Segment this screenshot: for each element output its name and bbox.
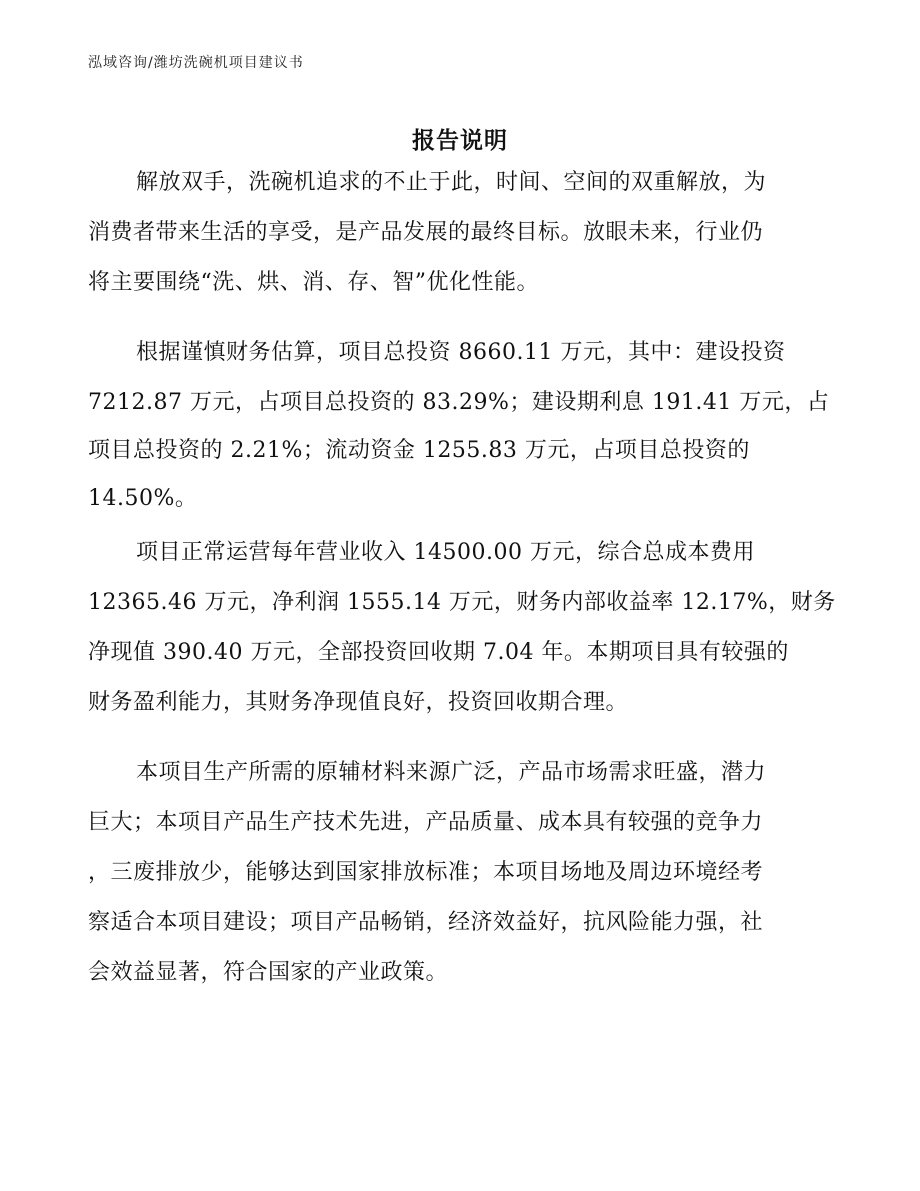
text-line: 巨大；本项目产品生产技术先进，产品质量、成本具有较强的竞争力 [88, 810, 764, 835]
text-line: 解放双手，洗碗机追求的不止于此，时间、空间的双重解放，为 [136, 170, 767, 195]
text-line: 7212.87 万元，占项目总投资的 83.29%；建设期利息 191.41 万元，占 [88, 390, 830, 415]
page-title: 报告说明 [412, 128, 508, 154]
text-line: 将主要围绕“洗、烘、消、存、智”优化性能。 [88, 270, 539, 295]
text-line: 12365.46 万元，净利润 1555.14 万元，财务内部收益率 12.17%，财务 [88, 590, 836, 615]
text-line: ，三废排放少，能够达到国家排放标准；本项目场地及周边环境经考 [88, 860, 764, 885]
text-line: 项目正常运营每年营业收入 14500.00 万元，综合总成本费用 [136, 540, 755, 565]
text-line: 财务盈利能力，其财务净现值良好，投资回收期合理。 [88, 690, 629, 715]
text-line: 净现值 390.40 万元，全部投资回收期 7.04 年。本期项目具有较强的 [88, 640, 789, 665]
text-line: 消费者带来生活的享受，是产品发展的最终目标。放眼未来，行业仍 [88, 220, 764, 245]
text-line: 本项目生产所需的原辅材料来源广泛，产品市场需求旺盛，潜力 [136, 760, 767, 785]
running-header: 泓域咨询/潍坊洗碗机项目建议书 [88, 55, 304, 71]
text-line: 会效益显著，符合国家的产业政策。 [88, 960, 449, 985]
text-line: 14.50%。 [88, 486, 198, 511]
text-line: 根据谨慎财务估算，项目总投资 8660.11 万元，其中：建设投资 [136, 340, 786, 365]
text-line: 项目总投资的 2.21%；流动资金 1255.83 万元，占项目总投资的 [88, 438, 750, 463]
text-line: 察适合本项目建设；项目产品畅销，经济效益好，抗风险能力强，社 [88, 910, 764, 935]
